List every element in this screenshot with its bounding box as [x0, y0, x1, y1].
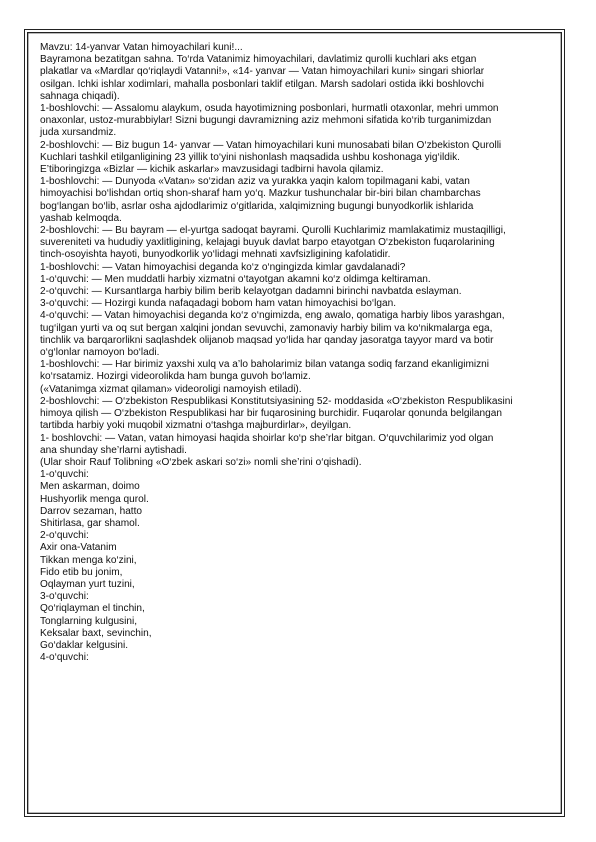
text-line: o‘g‘lonlar namoyon bo‘ladi.	[40, 347, 160, 359]
text-line: 2-boshlovchi: — O‘zbekiston Respublikasi Konstitutsiyasining 52- moddasida «O‘zbekiston Respublikasini	[40, 395, 513, 407]
text-line: onaxonlar, ustoz-murabbiylar! Sizni bugungi davramizning aziz mehmoni sifatida ko‘rib turganimizdan	[40, 115, 492, 127]
text-line: 1-boshlovchi: — Har birimiz yaxshi xulq va a’lo baholarimiz bilan vatanga sodiq farzand ekanligimizni	[40, 359, 490, 371]
text-line: Men askarman, doimo	[40, 481, 140, 493]
text-line: osilgan. Ichki ishlar xodimlari, mahalla posbonlari taklif etilgan. Marsh sadolari ostida ikki boshlovchi	[40, 78, 484, 90]
text-line: Mavzu: 14-yanvar Vatan himoyachilari kuni!...	[40, 42, 243, 53]
text-line: bog‘langan bo‘lib, asrlar osha ajdodlarimiz o‘gitlarida, xalqimizning bugungi bunyodkorlik ishlarida	[40, 200, 474, 212]
text-line: sahnaga chiqadi).	[40, 90, 120, 102]
text-line: Oqlayman yurt tuzini,	[40, 578, 135, 590]
text-line: 3-o‘quvchi:	[40, 591, 89, 603]
text-line: E’tiboringizga «Bizlar — kichik askarlar» mavzusidagi tadbirni havola qilamiz.	[40, 164, 384, 176]
document-body	[40, 42, 552, 664]
text-line: himoya qilish — O‘zbekiston Respublikasi har bir fuqarosining burchidir. Fuqarolar qonunda belgilangan	[40, 408, 502, 420]
text-line: 4-o‘quvchi: — Vatan himoyachisi deganda ko‘z o‘ngimizda, eng awalo, qomatiga harbiy libos yarashgan,	[40, 310, 505, 322]
text-line: suvereniteti va hududiy yaxlitligining, kelajagi buyuk davlat barpo etayotgan O‘zbekiston fuqarolarining	[40, 237, 495, 249]
text-line: 2-boshlovchi: — Bu bayram — el-yurtga sadoqat bayrami. Qurolli Kuchlarimiz mamlakatimiz mustaqilligi,	[40, 225, 506, 237]
text-line: 1-o‘quvchi: — Men muddatli harbiy xizmatni o‘tayotgan akamni ko‘z oldimga keltiraman.	[40, 273, 431, 285]
text-line: Bayramona bezatitgan sahna. To‘rda Vatanimiz himoyachilari, davlatimiz qurolli kuchlari aks etgan	[40, 54, 477, 66]
text-line: Shitirlasa, gar shamol.	[40, 517, 140, 529]
text-line: («Vatanimga xizmat qilaman» videoroligi namoyish etiladi).	[40, 383, 302, 395]
text-line: Tonglarning kulgusini,	[40, 615, 137, 627]
text-line: (Ular shoir Rauf Tolibning «O‘zbek askari so‘zi» nomli she’rini o‘qishadi).	[40, 456, 362, 468]
text-line: Tikkan menga ko‘zini,	[40, 554, 137, 566]
text-line: Axir ona-Vatanim	[40, 542, 117, 554]
text-line: tinch-osoyishta hayoti, bunyodkorlik yo‘lidagi mehnati xavfsizligining kafolatidir.	[40, 249, 391, 261]
text-line: 1- boshlovchi: — Vatan, vatan himoyasi haqida shoirlar ko‘p she’rlar bitgan. O‘quvchilarimiz yod olgan	[40, 432, 494, 444]
text-line: Qo‘riqlayman el tinchin,	[40, 603, 145, 615]
text-line: ko‘rsatamiz. Hozirgi videorolikda ham bunga guvoh bo‘lamiz.	[40, 371, 311, 383]
text-line: 2-o‘quvchi:	[40, 530, 89, 542]
text-line: plakatlar va «Mardlar qo‘riqlaydi Vatanni!», «14- yanvar — Vatan himoyachilari kuni» singari shiorlar	[40, 66, 485, 78]
text-line: juda xursandmiz.	[40, 127, 117, 139]
text-line: tartibda harbiy yoki muqobil xizmatni o‘tashga majburdirlar», deyilgan.	[40, 420, 352, 432]
text-line: 1-boshlovchi: — Dunyoda «Vatan» so‘zidan aziz va yurakka yaqin kalom topilmagani kabi, vatan	[40, 176, 470, 188]
text-line: Hushyorlik menga qurol.	[40, 493, 149, 505]
text-line: 1-boshlovchi: — Vatan himoyachisi deganda ko‘z o‘ngingizda kimlar gavdalanadi?	[40, 261, 406, 273]
text-line: ana shunday she’rlarni aytishadi.	[40, 444, 187, 456]
text-line: 2-boshlovchi: — Biz bugun 14- yanvar — Vatan himoyachilari kuni munosabati bilan O‘zbekiston Qurolli	[40, 139, 502, 151]
text-line: 1-o‘quvchi:	[40, 469, 89, 481]
text-line: Kuchlari tashkil etilganligining 23 yillik to‘yini nishonlash maqsadida ushbu koshonaga yig‘ildik.	[40, 151, 460, 163]
text-line: 3-o‘quvchi: — Hozirgi kunda nafaqadagi bobom ham vatan himoyachisi bo‘lgan.	[40, 298, 397, 310]
text-line: 1-boshlovchi: — Assalomu alaykum, osuda hayotimizning posbonlari, hurmatli otaxonlar, mehri ummon	[40, 103, 499, 115]
text-line: 4-o‘quvchi:	[40, 652, 89, 664]
text-line: himoyachisi bo‘lishdan ortiq shon-sharaf ham yo‘q. Mazkur tushunchalar bir-biri bilan chambarchas	[40, 188, 481, 200]
text-line: yashab kelmoqda.	[40, 212, 122, 224]
text-line: Darrov sezaman, hatto	[40, 505, 143, 517]
text-line: tug‘ilgan yurti va oq sut bergan xalqini jondan sevuvchi, zamonaviy harbiy bilim va ko‘nikmalarga ega,	[40, 322, 493, 334]
text-line: Go‘daklar kelgusini.	[40, 639, 129, 651]
text-line: Fido etib bu jonim,	[40, 566, 123, 578]
text-line: tinchlik va barqarorlikni saqlashdek olijanob maqsad yo‘lida har qanday jasoratga tayyor mard va botir	[40, 334, 494, 346]
text-line: Keksalar baxt, sevinchin,	[40, 627, 152, 639]
text-line: 2-o‘quvchi: — Kursantlarga harbiy bilim berib kelayotgan dadamni birinchi navbatda eslayman.	[40, 286, 462, 298]
